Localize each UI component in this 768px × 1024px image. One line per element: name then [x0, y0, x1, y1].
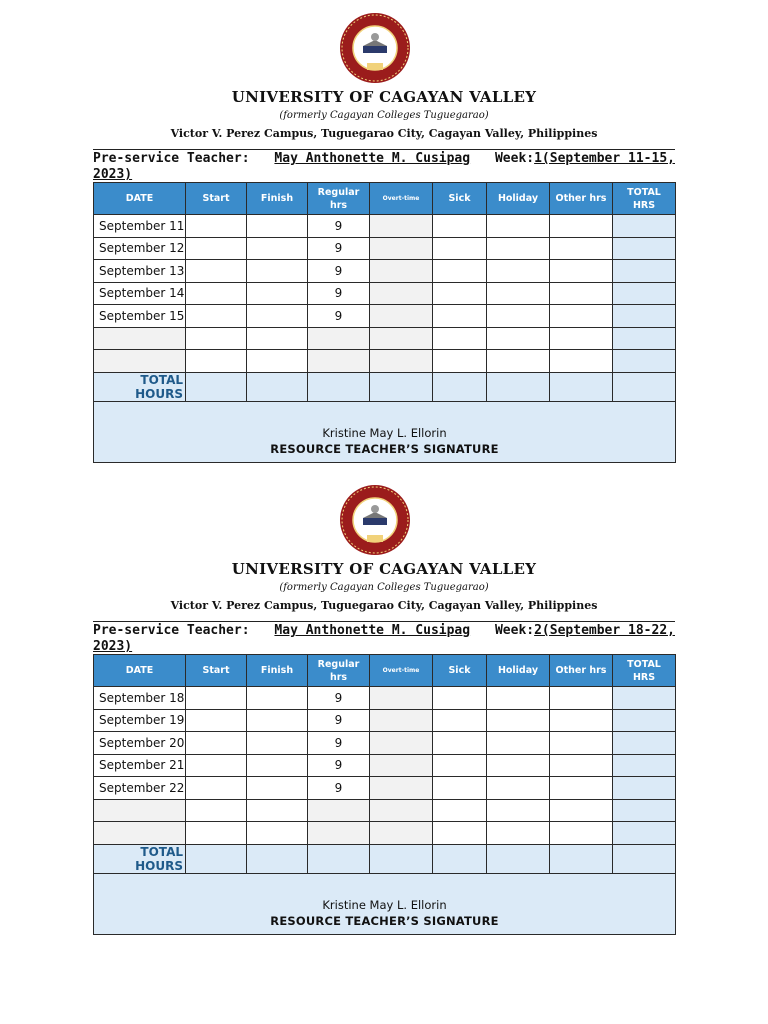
teacher-label: Pre-service Teacher: — [93, 623, 250, 638]
other-hrs-cell[interactable] — [550, 687, 613, 710]
week-year: 2023) — [93, 639, 133, 654]
finish-cell[interactable] — [247, 215, 308, 238]
holiday-cell[interactable] — [487, 305, 550, 328]
teacher-info — [93, 623, 675, 655]
holiday-cell[interactable] — [487, 754, 550, 777]
sick-cell[interactable] — [433, 822, 487, 845]
other-hrs-cell[interactable] — [550, 732, 613, 755]
total-regular-cell[interactable] — [308, 372, 370, 401]
total-holiday-cell[interactable] — [487, 844, 550, 873]
other-hrs-cell[interactable] — [550, 350, 613, 373]
sick-cell[interactable] — [433, 709, 487, 732]
finish-cell[interactable] — [247, 777, 308, 800]
start-cell[interactable] — [186, 327, 247, 350]
date-cell: September 13 — [94, 260, 186, 283]
total-hours-row — [94, 372, 676, 401]
total-sick-cell[interactable] — [433, 372, 487, 401]
finish-cell[interactable] — [247, 282, 308, 305]
total-start-cell[interactable] — [186, 372, 247, 401]
dtr-table — [93, 182, 676, 463]
sick-cell[interactable] — [433, 305, 487, 328]
col-header-holiday: Holiday — [487, 655, 550, 687]
col-header-date: DATE — [94, 183, 186, 215]
total-hrs-cell[interactable] — [613, 260, 676, 283]
regular-hrs-cell: 9 — [308, 237, 370, 260]
date-cell[interactable] — [94, 350, 186, 373]
finish-cell[interactable] — [247, 754, 308, 777]
sick-cell[interactable] — [433, 687, 487, 710]
regular-hrs-cell[interactable] — [308, 822, 370, 845]
resource-teacher-signature-label: RESOURCE TEACHER’S SIGNATURE — [270, 913, 499, 928]
holiday-cell[interactable] — [487, 327, 550, 350]
col-header-other: Other hrs — [550, 183, 613, 215]
overtime-cell[interactable] — [370, 350, 433, 373]
overtime-cell[interactable] — [370, 687, 433, 710]
sick-cell[interactable] — [433, 777, 487, 800]
date-cell[interactable] — [94, 822, 186, 845]
other-hrs-cell[interactable] — [550, 822, 613, 845]
col-header-date: DATE — [94, 655, 186, 687]
total-hrs-cell[interactable] — [613, 215, 676, 238]
regular-hrs-cell: 9 — [308, 305, 370, 328]
overtime-cell[interactable] — [370, 754, 433, 777]
overtime-cell[interactable] — [370, 215, 433, 238]
start-cell[interactable] — [186, 687, 247, 710]
sick-cell[interactable] — [433, 754, 487, 777]
finish-cell[interactable] — [247, 822, 308, 845]
week-year: 2023) — [93, 167, 133, 182]
start-cell[interactable] — [186, 777, 247, 800]
holiday-cell[interactable] — [487, 822, 550, 845]
total-regular-cell[interactable] — [308, 844, 370, 873]
date-cell: September 11 — [94, 215, 186, 238]
header-divider — [93, 149, 675, 150]
table-row — [94, 282, 676, 305]
week-value: 2(September 18-22, — [534, 623, 675, 638]
finish-cell[interactable] — [247, 237, 308, 260]
resource-teacher-name: Kristine May L. Ellorin — [322, 897, 447, 912]
col-header-sick: Sick — [433, 655, 487, 687]
other-hrs-cell[interactable] — [550, 215, 613, 238]
start-cell[interactable] — [186, 215, 247, 238]
regular-hrs-cell: 9 — [308, 777, 370, 800]
total-finish-cell[interactable] — [247, 372, 308, 401]
date-cell: September 14 — [94, 282, 186, 305]
col-header-overtime: Overt-time — [370, 655, 433, 687]
other-hrs-cell[interactable] — [550, 282, 613, 305]
start-cell[interactable] — [186, 709, 247, 732]
date-cell: September 15 — [94, 305, 186, 328]
regular-hrs-cell: 9 — [308, 754, 370, 777]
date-cell: September 19 — [94, 709, 186, 732]
table-row — [94, 754, 676, 777]
date-cell: September 20 — [94, 732, 186, 755]
start-cell[interactable] — [186, 305, 247, 328]
total-other-cell[interactable] — [550, 372, 613, 401]
total-hrs-cell[interactable] — [613, 709, 676, 732]
total-overtime-cell[interactable] — [370, 372, 433, 401]
overtime-cell[interactable] — [370, 282, 433, 305]
teacher-info — [93, 151, 675, 183]
sick-cell[interactable] — [433, 237, 487, 260]
overtime-cell[interactable] — [370, 732, 433, 755]
table-row — [94, 709, 676, 732]
university-campus: Victor V. Perez Campus, Tuguegarao City, Cagayan Valley, Philippines — [170, 599, 598, 612]
total-hrs-cell[interactable] — [613, 687, 676, 710]
start-cell[interactable] — [186, 799, 247, 822]
other-hrs-cell[interactable] — [550, 709, 613, 732]
overtime-cell[interactable] — [370, 822, 433, 845]
table-header-row — [94, 655, 676, 687]
signature-block — [94, 873, 676, 934]
overtime-cell[interactable] — [370, 305, 433, 328]
finish-cell[interactable] — [247, 350, 308, 373]
col-header-start: Start — [186, 655, 247, 687]
finish-cell[interactable] — [247, 327, 308, 350]
total-hours-label: TOTAL HOURS — [94, 844, 186, 873]
regular-hrs-cell: 9 — [308, 732, 370, 755]
col-header-finish: Finish — [247, 183, 308, 215]
overtime-cell[interactable] — [370, 237, 433, 260]
overtime-cell[interactable] — [370, 777, 433, 800]
total-sick-cell[interactable] — [433, 844, 487, 873]
university-former-name: (formerly Cagayan Colleges Tuguegarao) — [279, 110, 489, 121]
sick-cell[interactable] — [433, 215, 487, 238]
total-start-cell[interactable] — [186, 844, 247, 873]
date-cell: September 12 — [94, 237, 186, 260]
date-cell: September 21 — [94, 754, 186, 777]
other-hrs-cell[interactable] — [550, 799, 613, 822]
holiday-cell[interactable] — [487, 350, 550, 373]
start-cell[interactable] — [186, 754, 247, 777]
total-hours-label: TOTAL HOURS — [94, 372, 186, 401]
table-row-empty — [94, 822, 676, 845]
sick-cell[interactable] — [433, 799, 487, 822]
start-cell[interactable] — [186, 822, 247, 845]
resource-teacher-name: Kristine May L. Ellorin — [322, 425, 447, 440]
total-holiday-cell[interactable] — [487, 372, 550, 401]
week-info — [495, 151, 675, 167]
total-hrs-cell[interactable] — [613, 799, 676, 822]
total-other-cell[interactable] — [550, 844, 613, 873]
col-header-start: Start — [186, 183, 247, 215]
signature-row — [94, 873, 676, 934]
date-cell: September 22 — [94, 777, 186, 800]
teacher-label: Pre-service Teacher: — [93, 151, 250, 166]
dtr-table — [93, 654, 676, 935]
start-cell[interactable] — [186, 282, 247, 305]
table-row — [94, 237, 676, 260]
col-header-overtime: Overt-time — [370, 183, 433, 215]
signature-row — [94, 401, 676, 462]
total-hrs-cell[interactable] — [613, 777, 676, 800]
overtime-cell[interactable] — [370, 327, 433, 350]
holiday-cell[interactable] — [487, 709, 550, 732]
regular-hrs-cell: 9 — [308, 282, 370, 305]
holiday-cell[interactable] — [487, 260, 550, 283]
regular-hrs-cell[interactable] — [308, 350, 370, 373]
col-header-other: Other hrs — [550, 655, 613, 687]
week-value: 1(September 11-15, — [534, 151, 675, 166]
table-row-empty — [94, 350, 676, 373]
finish-cell[interactable] — [247, 687, 308, 710]
week-info — [495, 623, 675, 639]
start-cell[interactable] — [186, 260, 247, 283]
regular-hrs-cell[interactable] — [308, 799, 370, 822]
holiday-cell[interactable] — [487, 215, 550, 238]
other-hrs-cell[interactable] — [550, 777, 613, 800]
total-hrs-cell[interactable] — [613, 822, 676, 845]
regular-hrs-cell[interactable] — [308, 327, 370, 350]
holiday-cell[interactable] — [487, 237, 550, 260]
signature-block — [94, 401, 676, 462]
table-header-row — [94, 183, 676, 215]
total-hrs-cell[interactable] — [613, 305, 676, 328]
sick-cell[interactable] — [433, 350, 487, 373]
university-seal-icon — [333, 12, 417, 84]
table-row — [94, 260, 676, 283]
holiday-cell[interactable] — [487, 732, 550, 755]
date-cell: September 18 — [94, 687, 186, 710]
col-header-holiday: Holiday — [487, 183, 550, 215]
overtime-cell[interactable] — [370, 260, 433, 283]
total-hrs-cell[interactable] — [613, 237, 676, 260]
col-header-sick: Sick — [433, 183, 487, 215]
total-hrs-cell[interactable] — [613, 282, 676, 305]
table-row — [94, 687, 676, 710]
sick-cell[interactable] — [433, 260, 487, 283]
teacher-name: May Anthonette M. Cusipag — [274, 151, 471, 166]
regular-hrs-cell: 9 — [308, 260, 370, 283]
university-campus: Victor V. Perez Campus, Tuguegarao City, Cagayan Valley, Philippines — [170, 127, 598, 140]
table-row — [94, 777, 676, 800]
other-hrs-cell[interactable] — [550, 305, 613, 328]
total-total-cell[interactable] — [613, 844, 676, 873]
total-hrs-cell[interactable] — [613, 327, 676, 350]
regular-hrs-cell: 9 — [308, 687, 370, 710]
other-hrs-cell[interactable] — [550, 237, 613, 260]
date-cell[interactable] — [94, 799, 186, 822]
table-row-empty — [94, 799, 676, 822]
table-row — [94, 732, 676, 755]
university-seal-icon — [333, 484, 417, 556]
header-divider — [93, 621, 675, 622]
col-header-total: TOTAL HRS — [613, 655, 676, 687]
teacher-name: May Anthonette M. Cusipag — [274, 623, 471, 638]
holiday-cell[interactable] — [487, 282, 550, 305]
finish-cell[interactable] — [247, 305, 308, 328]
sick-cell[interactable] — [433, 732, 487, 755]
other-hrs-cell[interactable] — [550, 754, 613, 777]
col-header-regular: Regular hrs — [308, 183, 370, 215]
total-hrs-cell[interactable] — [613, 754, 676, 777]
sick-cell[interactable] — [433, 327, 487, 350]
total-overtime-cell[interactable] — [370, 844, 433, 873]
week-label: Week: — [494, 151, 535, 166]
finish-cell[interactable] — [247, 709, 308, 732]
start-cell[interactable] — [186, 237, 247, 260]
table-row-empty — [94, 327, 676, 350]
overtime-cell[interactable] — [370, 799, 433, 822]
week-label: Week: — [494, 623, 535, 638]
regular-hrs-cell: 9 — [308, 709, 370, 732]
total-total-cell[interactable] — [613, 372, 676, 401]
university-name: UNIVERSITY OF CAGAYAN VALLEY — [231, 560, 537, 578]
finish-cell[interactable] — [247, 732, 308, 755]
other-hrs-cell[interactable] — [550, 260, 613, 283]
university-former-name: (formerly Cagayan Colleges Tuguegarao) — [279, 582, 489, 593]
holiday-cell[interactable] — [487, 687, 550, 710]
sick-cell[interactable] — [433, 282, 487, 305]
date-cell[interactable] — [94, 327, 186, 350]
university-name: UNIVERSITY OF CAGAYAN VALLEY — [231, 88, 537, 106]
total-hrs-cell[interactable] — [613, 350, 676, 373]
resource-teacher-signature-label: RESOURCE TEACHER’S SIGNATURE — [270, 441, 499, 456]
col-header-finish: Finish — [247, 655, 308, 687]
total-finish-cell[interactable] — [247, 844, 308, 873]
table-row — [94, 305, 676, 328]
table-row — [94, 215, 676, 238]
holiday-cell[interactable] — [487, 799, 550, 822]
total-hrs-cell[interactable] — [613, 732, 676, 755]
col-header-total: TOTAL HRS — [613, 183, 676, 215]
start-cell[interactable] — [186, 350, 247, 373]
col-header-regular: Regular hrs — [308, 655, 370, 687]
total-hours-row — [94, 844, 676, 873]
regular-hrs-cell: 9 — [308, 215, 370, 238]
other-hrs-cell[interactable] — [550, 327, 613, 350]
finish-cell[interactable] — [247, 799, 308, 822]
holiday-cell[interactable] — [487, 777, 550, 800]
start-cell[interactable] — [186, 732, 247, 755]
overtime-cell[interactable] — [370, 709, 433, 732]
finish-cell[interactable] — [247, 260, 308, 283]
